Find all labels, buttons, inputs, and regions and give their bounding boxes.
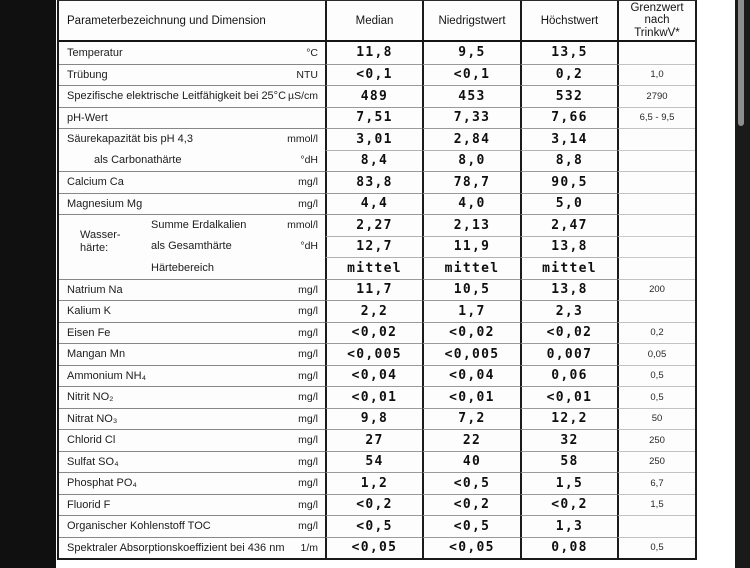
table-row bbox=[59, 343, 695, 365]
niedrigstwert-cell: <0,005 bbox=[422, 343, 520, 365]
param-unit: mg/l bbox=[298, 498, 318, 511]
median-cell: 7,51 bbox=[325, 107, 422, 129]
median-cell: 11,8 bbox=[325, 42, 422, 64]
column-header-parameter: Parameterbezeichnung und Dimension bbox=[67, 14, 266, 27]
hoechstwert-cell: 8,8 bbox=[520, 150, 617, 172]
table-row bbox=[59, 42, 695, 64]
median-cell: 1,2 bbox=[325, 472, 422, 494]
hoechstwert-cell: 3,14 bbox=[520, 128, 617, 150]
param-label: Sulfat SO₄ bbox=[67, 455, 119, 468]
scrollbar-thumb[interactable] bbox=[738, 0, 744, 126]
param-unit: NTU bbox=[296, 68, 318, 81]
table-row bbox=[59, 515, 695, 537]
median-cell: 8,4 bbox=[325, 150, 422, 172]
column-header-median: Median bbox=[325, 1, 422, 40]
niedrigstwert-cell: 22 bbox=[422, 429, 520, 451]
grenzwert-cell: 50 bbox=[617, 408, 695, 430]
niedrigstwert-cell: 2,13 bbox=[422, 214, 520, 236]
grenzwert-cell: 0,2 bbox=[617, 322, 695, 344]
param-cell bbox=[59, 257, 325, 279]
param-unit: mg/l bbox=[298, 369, 318, 382]
param-cell bbox=[59, 171, 325, 193]
median-cell: <0,005 bbox=[325, 343, 422, 365]
param-unit: mg/l bbox=[298, 348, 318, 361]
niedrigstwert-cell: 453 bbox=[422, 85, 520, 107]
hoechstwert-cell: <0,02 bbox=[520, 322, 617, 344]
group-label-line: Wasser- bbox=[80, 229, 121, 241]
table-row bbox=[59, 386, 695, 408]
param-cell bbox=[59, 300, 325, 322]
param-label: als Carbonathärte bbox=[94, 154, 182, 167]
hoechstwert-cell: 1,3 bbox=[520, 515, 617, 537]
table-row bbox=[59, 193, 695, 215]
column-header-niedrigstwert: Niedrigstwert bbox=[422, 1, 520, 40]
param-unit: °dH bbox=[300, 240, 318, 253]
hoechstwert-cell: 5,0 bbox=[520, 193, 617, 215]
param-cell bbox=[59, 408, 325, 430]
param-label: Natrium Na bbox=[67, 283, 123, 296]
param-unit: mg/l bbox=[298, 455, 318, 468]
table-row bbox=[59, 214, 695, 236]
grenzwert-cell: 1,5 bbox=[617, 494, 695, 516]
param-label: Trübung bbox=[67, 68, 108, 81]
param-label: Organischer Kohlenstoff TOC bbox=[67, 520, 211, 533]
hoechstwert-cell: 32 bbox=[520, 429, 617, 451]
hoechstwert-cell: <0,2 bbox=[520, 494, 617, 516]
grenzwert-cell bbox=[617, 214, 695, 236]
param-label: Magnesium Mg bbox=[67, 197, 143, 210]
column-header-hoechstwert: Höchstwert bbox=[520, 1, 617, 40]
param-cell bbox=[59, 279, 325, 301]
hoechstwert-cell: 90,5 bbox=[520, 171, 617, 193]
param-label: Härtebereich bbox=[151, 261, 214, 274]
niedrigstwert-cell: 2,84 bbox=[422, 128, 520, 150]
param-unit: mg/l bbox=[298, 176, 318, 189]
param-unit: mg/l bbox=[298, 305, 318, 318]
param-label: Nitrit NO₂ bbox=[67, 391, 114, 404]
niedrigstwert-cell: <0,01 bbox=[422, 386, 520, 408]
grenzwert-cell: 1,0 bbox=[617, 64, 695, 86]
table-row bbox=[59, 150, 695, 172]
table-row bbox=[59, 107, 695, 129]
median-cell: 54 bbox=[325, 451, 422, 473]
grenzwert-cell bbox=[617, 257, 695, 279]
median-cell: <0,1 bbox=[325, 64, 422, 86]
param-label: Kalium K bbox=[67, 305, 112, 318]
table-row bbox=[59, 64, 695, 86]
table-row bbox=[59, 236, 695, 258]
table-row bbox=[59, 451, 695, 473]
grenzwert-cell: 0,5 bbox=[617, 537, 695, 559]
grenzwert-cell bbox=[617, 42, 695, 64]
table-row bbox=[59, 300, 695, 322]
table-row bbox=[59, 429, 695, 451]
param-label: pH-Wert bbox=[67, 111, 108, 124]
param-unit: mg/l bbox=[298, 391, 318, 404]
median-cell: 489 bbox=[325, 85, 422, 107]
median-cell: 9,8 bbox=[325, 408, 422, 430]
niedrigstwert-cell: <0,5 bbox=[422, 515, 520, 537]
grenzwert-cell: 6,5 - 9,5 bbox=[617, 107, 695, 129]
param-label: Nitrat NO₃ bbox=[67, 412, 118, 425]
param-unit: mmol/l bbox=[287, 133, 318, 146]
param-label: Summe Erdalkalien bbox=[151, 219, 247, 232]
param-cell bbox=[59, 85, 325, 107]
table-row bbox=[59, 408, 695, 430]
table-body bbox=[59, 42, 695, 558]
niedrigstwert-cell: <0,5 bbox=[422, 472, 520, 494]
param-label: Temperatur bbox=[67, 46, 123, 59]
param-unit: mg/l bbox=[298, 197, 318, 210]
hoechstwert-cell: 2,3 bbox=[520, 300, 617, 322]
hoechstwert-cell: 532 bbox=[520, 85, 617, 107]
median-cell: 27 bbox=[325, 429, 422, 451]
param-label: Säurekapazität bis pH 4,3 bbox=[67, 133, 193, 146]
grenzwert-cell: 0,05 bbox=[617, 343, 695, 365]
param-unit: mg/l bbox=[298, 412, 318, 425]
hoechstwert-cell: 13,8 bbox=[520, 236, 617, 258]
hoechstwert-cell: 0,007 bbox=[520, 343, 617, 365]
param-unit: mg/l bbox=[298, 283, 318, 296]
param-label: Chlorid Cl bbox=[67, 434, 116, 447]
table-row bbox=[59, 494, 695, 516]
param-cell bbox=[59, 494, 325, 516]
param-unit: mg/l bbox=[298, 326, 318, 339]
water-parameter-table bbox=[57, 0, 697, 560]
param-label: Ammonium NH₄ bbox=[67, 369, 147, 382]
table-row bbox=[59, 365, 695, 387]
niedrigstwert-cell: <0,02 bbox=[422, 322, 520, 344]
param-cell bbox=[59, 128, 325, 150]
param-label: Calcium Ca bbox=[67, 176, 124, 189]
table-row bbox=[59, 537, 695, 559]
niedrigstwert-cell: 4,0 bbox=[422, 193, 520, 215]
grenzwert-cell bbox=[617, 128, 695, 150]
grenzwert-cell: 250 bbox=[617, 451, 695, 473]
param-label: Mangan Mn bbox=[67, 348, 126, 361]
median-cell: <0,2 bbox=[325, 494, 422, 516]
niedrigstwert-cell: <0,2 bbox=[422, 494, 520, 516]
param-unit: mg/l bbox=[298, 520, 318, 533]
param-cell bbox=[59, 107, 325, 129]
table-row bbox=[59, 85, 695, 107]
hoechstwert-cell: 7,66 bbox=[520, 107, 617, 129]
niedrigstwert-cell: 40 bbox=[422, 451, 520, 473]
hoechstwert-cell: 2,47 bbox=[520, 214, 617, 236]
niedrigstwert-cell: <0,05 bbox=[422, 537, 520, 559]
param-label: als Gesamthärte bbox=[151, 240, 232, 253]
param-cell bbox=[59, 150, 325, 172]
param-unit: 1/m bbox=[300, 541, 318, 554]
param-unit: mmol/l bbox=[287, 219, 318, 232]
grenzwert-cell bbox=[617, 171, 695, 193]
param-label: Spezifische elektrische Leitfähigkeit bei 25°C bbox=[67, 90, 287, 103]
median-cell: <0,5 bbox=[325, 515, 422, 537]
niedrigstwert-cell: 10,5 bbox=[422, 279, 520, 301]
table-row bbox=[59, 128, 695, 150]
param-cell bbox=[59, 451, 325, 473]
param-unit: mg/l bbox=[298, 434, 318, 447]
scrollbar-track[interactable] bbox=[735, 0, 750, 568]
hoechstwert-cell: 0,08 bbox=[520, 537, 617, 559]
niedrigstwert-cell: 7,2 bbox=[422, 408, 520, 430]
table-row bbox=[59, 171, 695, 193]
grenzwert-cell bbox=[617, 515, 695, 537]
median-cell: 83,8 bbox=[325, 171, 422, 193]
niedrigstwert-cell: 1,7 bbox=[422, 300, 520, 322]
median-cell: <0,02 bbox=[325, 322, 422, 344]
grenzwert-cell bbox=[617, 193, 695, 215]
table-row bbox=[59, 257, 695, 279]
param-cell bbox=[59, 515, 325, 537]
column-header-grenzwert bbox=[617, 1, 695, 40]
param-cell bbox=[59, 537, 325, 559]
left-black-margin bbox=[0, 0, 56, 568]
param-cell bbox=[59, 386, 325, 408]
param-cell bbox=[59, 322, 325, 344]
niedrigstwert-cell: <0,1 bbox=[422, 64, 520, 86]
grenzwert-header-line: Grenzwert bbox=[630, 1, 684, 14]
niedrigstwert-cell: 11,9 bbox=[422, 236, 520, 258]
param-cell bbox=[59, 42, 325, 64]
hoechstwert-cell: <0,01 bbox=[520, 386, 617, 408]
param-unit: °C bbox=[306, 46, 318, 59]
param-unit: mg/l bbox=[298, 477, 318, 490]
param-label: Fluorid F bbox=[67, 498, 111, 511]
median-cell: mittel bbox=[325, 257, 422, 279]
median-cell: 12,7 bbox=[325, 236, 422, 258]
param-cell bbox=[59, 64, 325, 86]
table-row bbox=[59, 279, 695, 301]
param-unit: µS/cm bbox=[288, 90, 318, 103]
param-label: Eisen Fe bbox=[67, 326, 111, 339]
param-label: Phosphat PO₄ bbox=[67, 477, 137, 490]
niedrigstwert-cell: <0,04 bbox=[422, 365, 520, 387]
grenzwert-cell: 250 bbox=[617, 429, 695, 451]
wasserhaerte-group-label bbox=[80, 229, 121, 254]
grenzwert-cell bbox=[617, 300, 695, 322]
param-unit: °dH bbox=[300, 154, 318, 167]
median-cell: <0,05 bbox=[325, 537, 422, 559]
niedrigstwert-cell: 9,5 bbox=[422, 42, 520, 64]
table-header-row bbox=[59, 1, 695, 42]
hoechstwert-cell: mittel bbox=[520, 257, 617, 279]
median-cell: 3,01 bbox=[325, 128, 422, 150]
hoechstwert-cell: 13,5 bbox=[520, 42, 617, 64]
niedrigstwert-cell: 78,7 bbox=[422, 171, 520, 193]
niedrigstwert-cell: 8,0 bbox=[422, 150, 520, 172]
hoechstwert-cell: 1,5 bbox=[520, 472, 617, 494]
grenzwert-header-line: nach bbox=[644, 14, 670, 27]
param-label: Spektraler Absorptionskoeffizient bei 436 nm bbox=[67, 541, 285, 554]
median-cell: 2,27 bbox=[325, 214, 422, 236]
table-row bbox=[59, 472, 695, 494]
param-cell bbox=[59, 343, 325, 365]
grenzwert-cell bbox=[617, 150, 695, 172]
grenzwert-cell: 200 bbox=[617, 279, 695, 301]
median-cell: 4,4 bbox=[325, 193, 422, 215]
median-cell: 2,2 bbox=[325, 300, 422, 322]
param-cell bbox=[59, 472, 325, 494]
param-cell bbox=[59, 193, 325, 215]
median-cell: <0,04 bbox=[325, 365, 422, 387]
grenzwert-cell: 2790 bbox=[617, 85, 695, 107]
niedrigstwert-cell: mittel bbox=[422, 257, 520, 279]
group-label-line: härte: bbox=[80, 241, 109, 254]
median-cell: <0,01 bbox=[325, 386, 422, 408]
hoechstwert-cell: 12,2 bbox=[520, 408, 617, 430]
grenzwert-cell: 0,5 bbox=[617, 386, 695, 408]
hoechstwert-cell: 0,06 bbox=[520, 365, 617, 387]
param-cell bbox=[59, 365, 325, 387]
hoechstwert-cell: 0,2 bbox=[520, 64, 617, 86]
niedrigstwert-cell: 7,33 bbox=[422, 107, 520, 129]
hoechstwert-cell: 13,8 bbox=[520, 279, 617, 301]
grenzwert-cell: 0,5 bbox=[617, 365, 695, 387]
param-cell bbox=[59, 429, 325, 451]
grenzwert-cell: 6,7 bbox=[617, 472, 695, 494]
table-row bbox=[59, 322, 695, 344]
grenzwert-cell bbox=[617, 236, 695, 258]
hoechstwert-cell: 58 bbox=[520, 451, 617, 473]
median-cell: 11,7 bbox=[325, 279, 422, 301]
grenzwert-header-line: TrinkwV* bbox=[634, 26, 680, 39]
